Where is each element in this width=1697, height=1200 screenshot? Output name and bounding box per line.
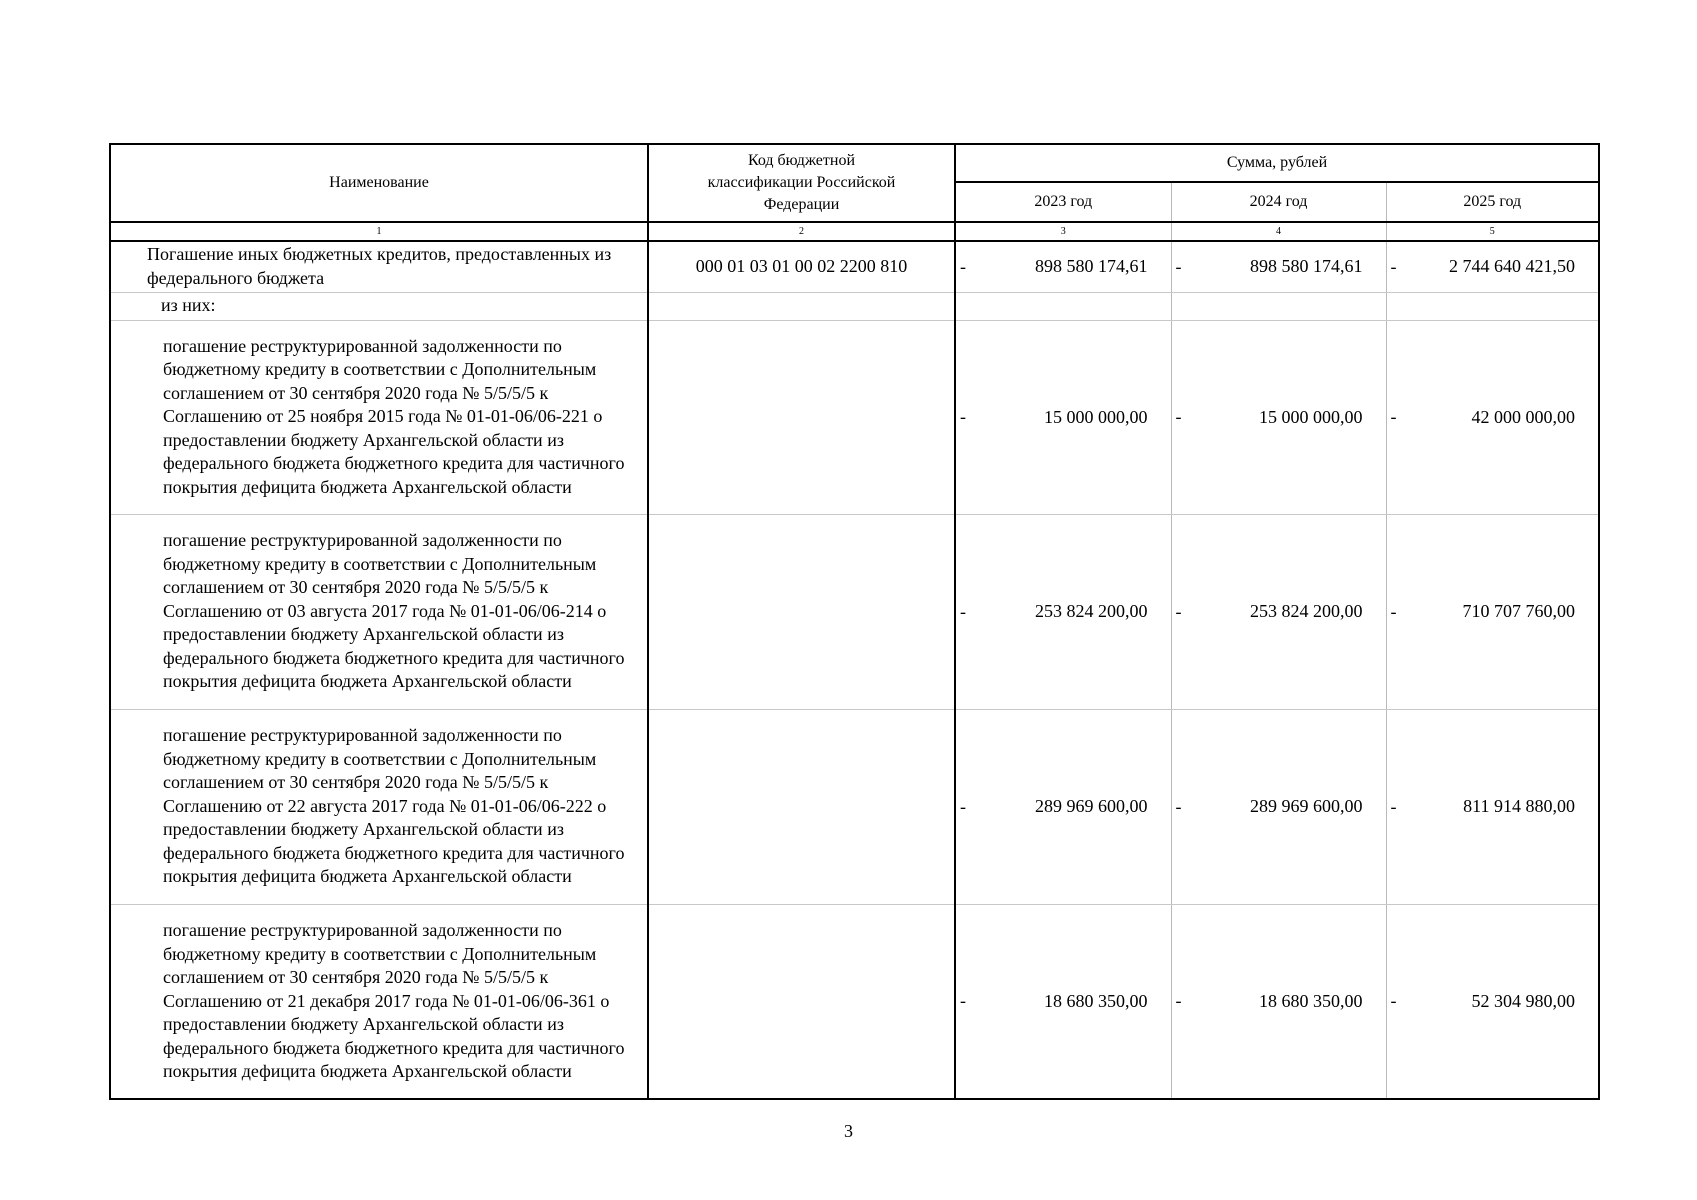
- row-code: [648, 514, 955, 709]
- minus-sign: -: [1175, 990, 1182, 1011]
- row-amount-2023: [955, 292, 1171, 320]
- amount-value: 898 580 174,61: [1250, 256, 1363, 277]
- row-name: погашение реструктурированной задолженности по бюджетному кредиту в соответствии с Дополнительным соглашением от 30 сентября 2020 года № 5/5/5/5 к Соглашению от 03 августа 2017 года № 01-01-06/06-214 о предоставлении бюджету Архангельской области из федерального бюджета бюджетного кредита для частичного покрытия дефицита бюджета Архангельской области: [110, 514, 648, 709]
- row-name: Погашение иных бюджетных кредитов, предоставленных из федерального бюджета: [110, 241, 648, 292]
- table-row: [110, 292, 1599, 320]
- header-year-2025: 2025 год: [1386, 182, 1599, 222]
- amount-value: 289 969 600,00: [1035, 796, 1148, 816]
- column-index-5: 5: [1386, 222, 1599, 241]
- header-sum: Сумма, рублей: [955, 144, 1599, 182]
- amount-value: 18 680 350,00: [1044, 990, 1148, 1011]
- amount-value: 710 707 760,00: [1462, 601, 1575, 621]
- amount-value: 42 000 000,00: [1471, 406, 1575, 427]
- row-amount-2024: [1171, 241, 1386, 292]
- amount-value: 253 824 200,00: [1035, 601, 1148, 621]
- row-amount-2025: [1386, 709, 1599, 904]
- amount-value: 2 744 640 421,50: [1449, 256, 1575, 277]
- row-code: [648, 709, 955, 904]
- minus-sign: -: [960, 601, 966, 621]
- column-index-1: 1: [110, 222, 648, 241]
- amount-value: 289 969 600,00: [1250, 796, 1363, 816]
- column-index-4: 4: [1171, 222, 1386, 241]
- minus-sign: -: [1175, 406, 1182, 427]
- table-row: [110, 241, 1599, 292]
- row-code: 000 01 03 01 00 02 2200 810: [648, 241, 955, 292]
- row-amount-2023: [955, 241, 1171, 292]
- amount-value: 15 000 000,00: [1044, 406, 1148, 427]
- minus-sign: -: [960, 256, 966, 277]
- header-year-2023: 2023 год: [955, 182, 1171, 222]
- minus-sign: -: [1390, 796, 1397, 816]
- row-amount-2025: [1386, 241, 1599, 292]
- row-amount-2023: [955, 904, 1171, 1099]
- table-row: [110, 514, 1599, 709]
- minus-sign: -: [1175, 601, 1182, 621]
- amount-value: 898 580 174,61: [1035, 256, 1148, 277]
- table-row: [110, 904, 1599, 1099]
- row-code: [648, 292, 955, 320]
- header-code: [648, 144, 955, 222]
- row-amount-2024: [1171, 320, 1386, 514]
- row-amount-2025: [1386, 320, 1599, 514]
- header-year-2024: 2024 год: [1171, 182, 1386, 222]
- row-name: погашение реструктурированной задолженности по бюджетному кредиту в соответствии с Дополнительным соглашением от 30 сентября 2020 года № 5/5/5/5 к Соглашению от 21 декабря 2017 года № 01-01-06/06-361 о предоставлении бюджету Архангельской области из федерального бюджета бюджетного кредита для частичного покрытия дефицита бюджета Архангельской области: [110, 904, 648, 1099]
- row-amount-2023: [955, 514, 1171, 709]
- minus-sign: -: [1390, 406, 1397, 427]
- row-amount-2024: [1171, 514, 1386, 709]
- row-name: погашение реструктурированной задолженности по бюджетному кредиту в соответствии с Дополнительным соглашением от 30 сентября 2020 года № 5/5/5/5 к Соглашению от 22 августа 2017 года № 01-01-06/06-222 о предоставлении бюджету Архангельской области из федерального бюджета бюджетного кредита для частичного покрытия дефицита бюджета Архангельской области: [110, 709, 648, 904]
- minus-sign: -: [960, 406, 966, 427]
- row-name: погашение реструктурированной задолженности по бюджетному кредиту в соответствии с Дополнительным соглашением от 30 сентября 2020 года № 5/5/5/5 к Соглашению от 25 ноября 2015 года № 01-01-06/06-221 о предоставлении бюджету Архангельской области из федерального бюджета бюджетного кредита для частичного покрытия дефицита бюджета Архангельской области: [110, 320, 648, 514]
- row-amount-2024: [1171, 709, 1386, 904]
- amount-value: 811 914 880,00: [1463, 796, 1575, 816]
- amount-value: 15 000 000,00: [1259, 406, 1363, 427]
- amount-value: 253 824 200,00: [1250, 601, 1363, 621]
- header-row: [110, 144, 1599, 182]
- row-code: [648, 320, 955, 514]
- minus-sign: -: [1390, 256, 1397, 277]
- row-amount-2023: [955, 709, 1171, 904]
- header-code-text: Код бюджетной классификации Российской Федерации: [707, 152, 896, 213]
- minus-sign: -: [1390, 601, 1397, 621]
- column-index-2: 2: [648, 222, 955, 241]
- minus-sign: -: [1390, 990, 1397, 1011]
- row-amount-2025: [1386, 904, 1599, 1099]
- row-amount-2025: [1386, 514, 1599, 709]
- minus-sign: -: [1175, 796, 1182, 816]
- row-amount-2025: [1386, 292, 1599, 320]
- amount-value: 52 304 980,00: [1471, 990, 1575, 1011]
- minus-sign: -: [1175, 256, 1182, 277]
- row-name: из них:: [110, 292, 648, 320]
- row-amount-2024: [1171, 904, 1386, 1099]
- row-amount-2023: [955, 320, 1171, 514]
- row-amount-2024: [1171, 292, 1386, 320]
- header-name: Наименование: [110, 144, 648, 222]
- column-index-row: [110, 222, 1599, 241]
- table-row: [110, 320, 1599, 514]
- page-number: 3: [844, 1121, 853, 1141]
- column-index-3: 3: [955, 222, 1171, 241]
- minus-sign: -: [960, 796, 966, 816]
- table-row: [110, 709, 1599, 904]
- row-code: [648, 904, 955, 1099]
- amount-value: 18 680 350,00: [1259, 990, 1363, 1011]
- minus-sign: -: [960, 990, 966, 1011]
- budget-table: [109, 143, 1600, 1100]
